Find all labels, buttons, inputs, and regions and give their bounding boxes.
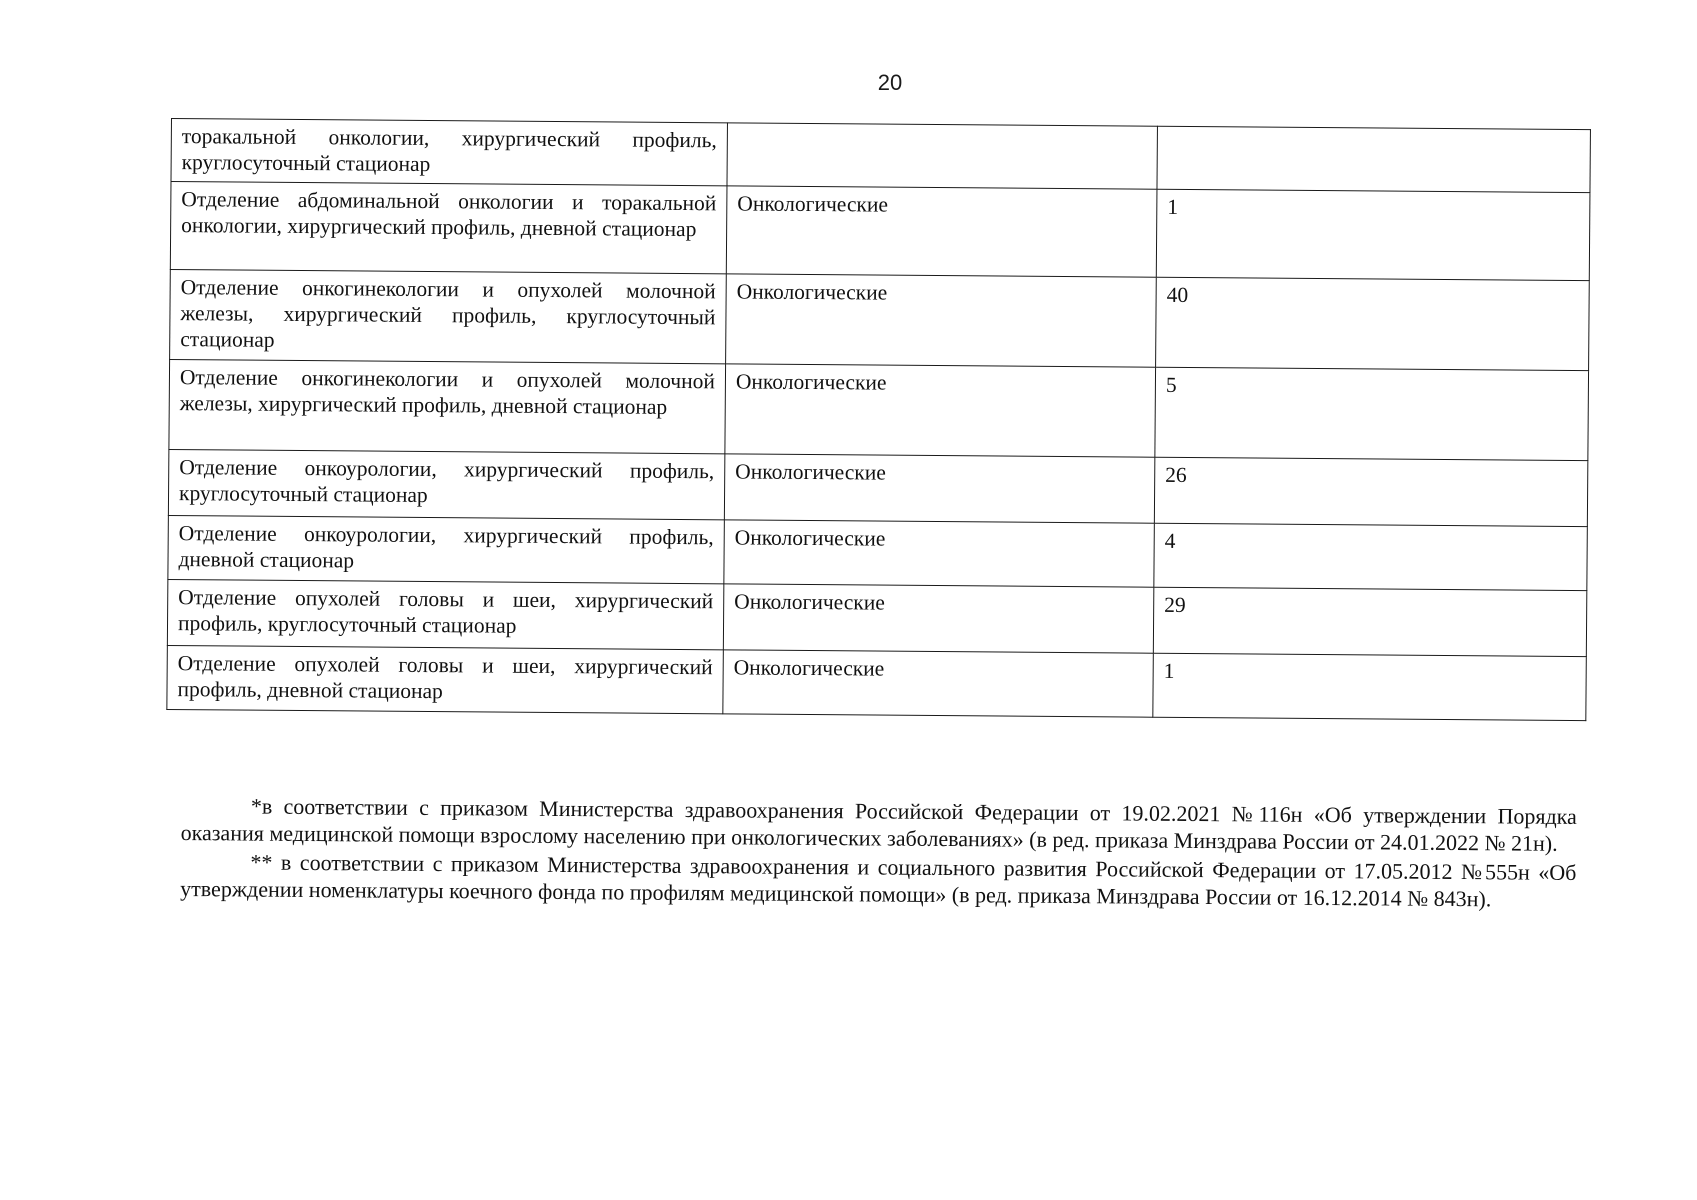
profile-cell xyxy=(727,123,1157,189)
bed-fund-table xyxy=(166,118,1591,721)
bed-fund-table-container xyxy=(166,118,1591,721)
footnotes xyxy=(180,792,1577,915)
table-row xyxy=(168,515,1587,590)
profile-cell: Онкологические xyxy=(723,650,1153,717)
profile-cell: Онкологические xyxy=(724,454,1155,523)
table-row xyxy=(168,449,1587,526)
table-row xyxy=(167,645,1586,720)
department-cell: Отделение онкогинекологии и опухолей молочной железы, хирургический профиль, круглосуточный стационар xyxy=(170,269,727,363)
footnote-order-555n: ** в соответствии с приказом Министерства здравоохранения и социального развития Российской Федерации от 17.05.2012 №555н «Об утверждении номенклатуры коечного фонда по профилям медицинской помощи» (в ред. приказа Минздрава России от 16.12.2014 № 843н). xyxy=(180,849,1577,912)
bed-count-cell: 40 xyxy=(1156,277,1590,370)
table-row xyxy=(170,269,1590,370)
department-cell: Отделение опухолей головы и шеи, хирургический профиль, дневной стационар xyxy=(167,645,723,713)
bed-count-cell xyxy=(1157,126,1590,192)
bed-count-cell: 5 xyxy=(1155,367,1589,460)
profile-cell: Онкологические xyxy=(723,584,1154,653)
department-cell: Отделение онкогинекологии и опухолей молочной железы, хирургический профиль, дневной стационар xyxy=(169,359,726,453)
department-cell: Отделение онкоурологии, хирургический профиль, круглосуточный стационар xyxy=(168,449,725,519)
bed-count-cell: 1 xyxy=(1153,653,1586,720)
bed-count-cell: 29 xyxy=(1153,587,1587,656)
table-row xyxy=(167,579,1586,656)
profile-cell: Онкологические xyxy=(724,520,1154,587)
profile-cell: Онкологические xyxy=(726,186,1157,277)
profile-cell: Онкологические xyxy=(725,364,1156,457)
table-row xyxy=(170,182,1590,281)
bed-count-cell: 26 xyxy=(1154,457,1588,526)
bed-count-cell: 1 xyxy=(1156,189,1590,280)
bed-count-cell: 4 xyxy=(1154,523,1587,590)
department-cell: Отделение абдоминальной онкологии и торакальной онкологии, хирургический профиль, дневной стационар xyxy=(170,182,727,274)
profile-cell: Онкологические xyxy=(726,274,1157,367)
page-number: 20 xyxy=(877,70,903,95)
department-cell: Отделение онкоурологии, хирургический профиль, дневной стационар xyxy=(168,515,724,583)
footnote-order-116n: *в соответствии с приказом Министерства здравоохранения Российской Федерации от 19.02.2021 №116н «Об утверждении Порядка оказания медицинской помощи взрослому населению при онкологических заболеваниях» (в ред. приказа Минздрава России от 24.01.2022 № 21н). xyxy=(180,793,1577,856)
department-cell: Отделение опухолей головы и шеи, хирургический профиль, круглосуточный стационар xyxy=(167,579,724,649)
table-row xyxy=(171,119,1590,193)
department-cell: торакальной онкологии, хирургический профиль, круглосуточный стационар xyxy=(171,119,727,186)
table-row xyxy=(169,359,1589,460)
